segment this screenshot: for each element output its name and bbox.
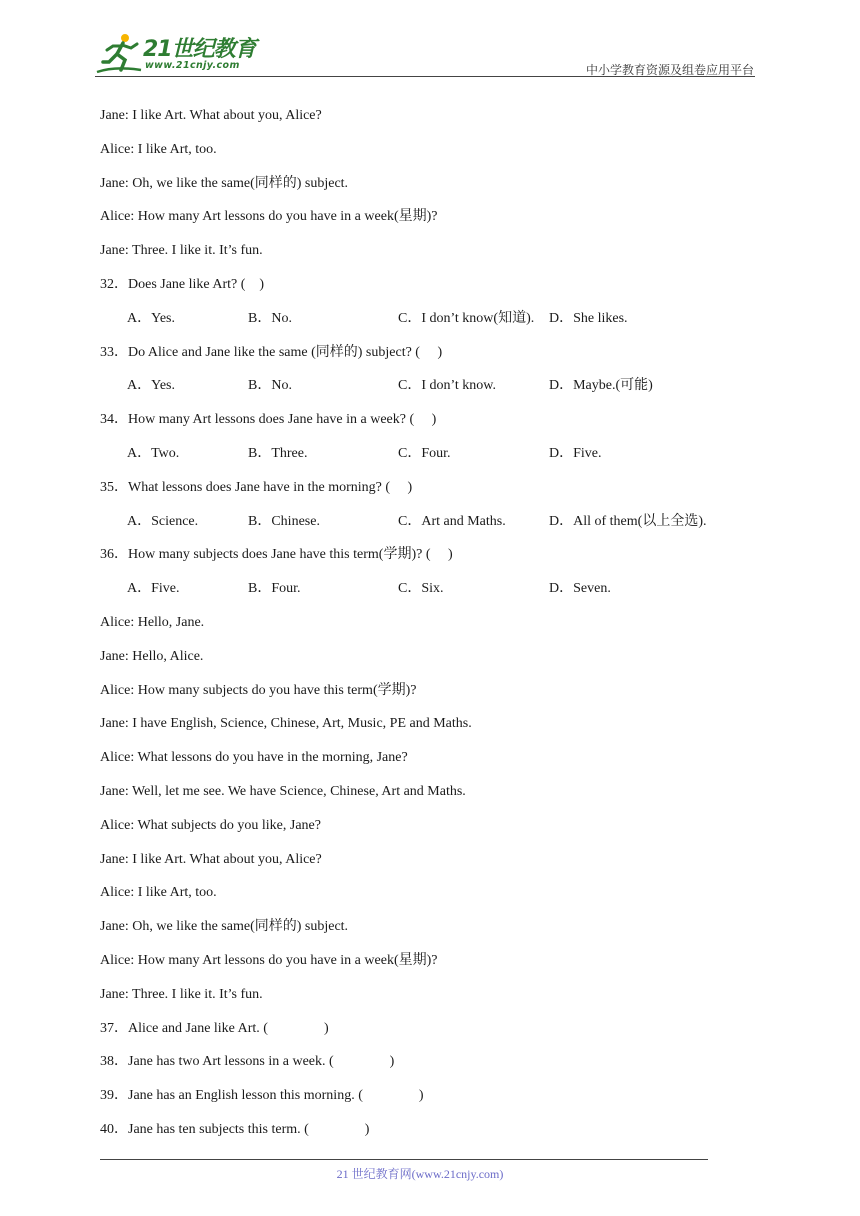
footer-divider bbox=[100, 1159, 708, 1160]
logo-url: www.21cnjy.com bbox=[145, 60, 240, 71]
question-32: 32．Does Jane like Art? ( ) bbox=[100, 276, 265, 292]
option-b[interactable]: B．Four. bbox=[248, 581, 301, 597]
site-logo[interactable] bbox=[95, 32, 265, 78]
dialogue-line: Jane: I have English, Science, Chinese, Art, Music, PE and Maths. bbox=[100, 716, 472, 732]
question-38[interactable]: 38．Jane has two Art lessons in a week. ( ) bbox=[100, 1054, 395, 1070]
dialogue-line: Alice: How many Art lessons do you have in a week(星期)? bbox=[100, 209, 438, 225]
footer-link[interactable]: 21 世纪教育网(www.21cnjy.com) bbox=[336, 1167, 504, 1181]
option-a[interactable]: A．Science. bbox=[127, 513, 199, 529]
options-32 bbox=[100, 307, 760, 341]
options-36 bbox=[100, 577, 760, 611]
option-d[interactable]: D．She likes. bbox=[549, 310, 628, 326]
dialogue-excerpt bbox=[100, 104, 760, 273]
dialogue-line: Alice: How many Art lessons do you have in a week(星期)? bbox=[100, 952, 438, 968]
worksheet-content bbox=[100, 104, 760, 1152]
dialogue-line: Jane: I like Art. What about you, Alice? bbox=[100, 108, 322, 123]
page-header bbox=[0, 0, 860, 80]
dialogue-line: Alice: What subjects do you like, Jane? bbox=[100, 817, 321, 833]
page-footer bbox=[0, 1165, 860, 1182]
option-b[interactable]: B．Chinese. bbox=[248, 513, 320, 529]
dialogue-line: Jane: Three. I like it. It’s fun. bbox=[100, 243, 263, 259]
dialogue-line: Alice: How many subjects do you have this term(学期)? bbox=[100, 682, 417, 698]
options-34 bbox=[100, 442, 760, 476]
option-a[interactable]: A．Yes. bbox=[127, 378, 175, 394]
dialogue-line: Jane: Hello, Alice. bbox=[100, 648, 204, 664]
dialogue-line: Alice: I like Art, too. bbox=[100, 141, 217, 157]
option-b[interactable]: B．Three. bbox=[248, 445, 308, 461]
question-33: 33．Do Alice and Jane like the same (同样的) subject? ( ) bbox=[100, 344, 443, 360]
dialogue-line: Jane: Oh, we like the same(同样的) subject. bbox=[100, 919, 349, 935]
dialogue-line: Alice: I like Art, too. bbox=[100, 885, 217, 901]
header-divider bbox=[95, 76, 755, 77]
question-36: 36．How many subjects does Jane have this term(学期)? ( ) bbox=[100, 547, 453, 563]
dialogue-line: Jane: I like Art. What about you, Alice? bbox=[100, 851, 322, 867]
option-a[interactable]: A．Yes. bbox=[127, 310, 175, 326]
question-35: 35．What lessons does Jane have in the morning? ( ) bbox=[100, 479, 413, 495]
option-b[interactable]: B．No. bbox=[248, 310, 292, 326]
question-34: 34．How many Art lessons does Jane have in a week? ( ) bbox=[100, 412, 437, 428]
option-c[interactable]: C．Four. bbox=[398, 445, 451, 461]
option-d[interactable]: D．Maybe.(可能) bbox=[549, 378, 653, 394]
multiple-choice-section bbox=[100, 273, 760, 611]
options-33 bbox=[100, 374, 760, 408]
runner-logo-icon bbox=[95, 32, 143, 76]
option-c[interactable]: C．Art and Maths. bbox=[398, 513, 506, 529]
option-b[interactable]: B．No. bbox=[248, 378, 292, 394]
dialogue-line: Jane: Well, let me see. We have Science, Chinese, Art and Maths. bbox=[100, 783, 466, 799]
option-c[interactable]: C．I don’t know(知道). bbox=[398, 310, 535, 326]
option-c[interactable]: C．Six. bbox=[398, 581, 444, 597]
dialogue-line: Alice: What lessons do you have in the morning, Jane? bbox=[100, 750, 408, 766]
header-platform-name: 中小学教育资源及组卷应用平台 bbox=[585, 63, 754, 77]
logo-title: 21世纪教育 bbox=[143, 37, 256, 62]
dialogue-line: Jane: Three. I like it. It’s fun. bbox=[100, 986, 263, 1002]
dialogue-line: Jane: Oh, we like the same(同样的) subject. bbox=[100, 175, 349, 191]
dialogue-line: Alice: Hello, Jane. bbox=[100, 614, 205, 630]
option-a[interactable]: A．Two. bbox=[127, 445, 180, 461]
option-a[interactable]: A．Five. bbox=[127, 581, 180, 597]
true-false-section bbox=[100, 1017, 760, 1152]
question-39[interactable]: 39．Jane has an English lesson this morning. ( ) bbox=[100, 1088, 424, 1104]
option-d[interactable]: D．Seven. bbox=[549, 581, 611, 597]
dialogue-full bbox=[100, 611, 760, 1017]
option-c[interactable]: C．I don’t know. bbox=[398, 378, 496, 394]
option-d[interactable]: D．Five. bbox=[549, 445, 602, 461]
question-40[interactable]: 40．Jane has ten subjects this term. ( ) bbox=[100, 1121, 370, 1137]
option-d[interactable]: D．All of them(以上全选). bbox=[549, 513, 707, 529]
options-35 bbox=[100, 510, 760, 544]
question-37[interactable]: 37．Alice and Jane like Art. ( ) bbox=[100, 1020, 329, 1036]
